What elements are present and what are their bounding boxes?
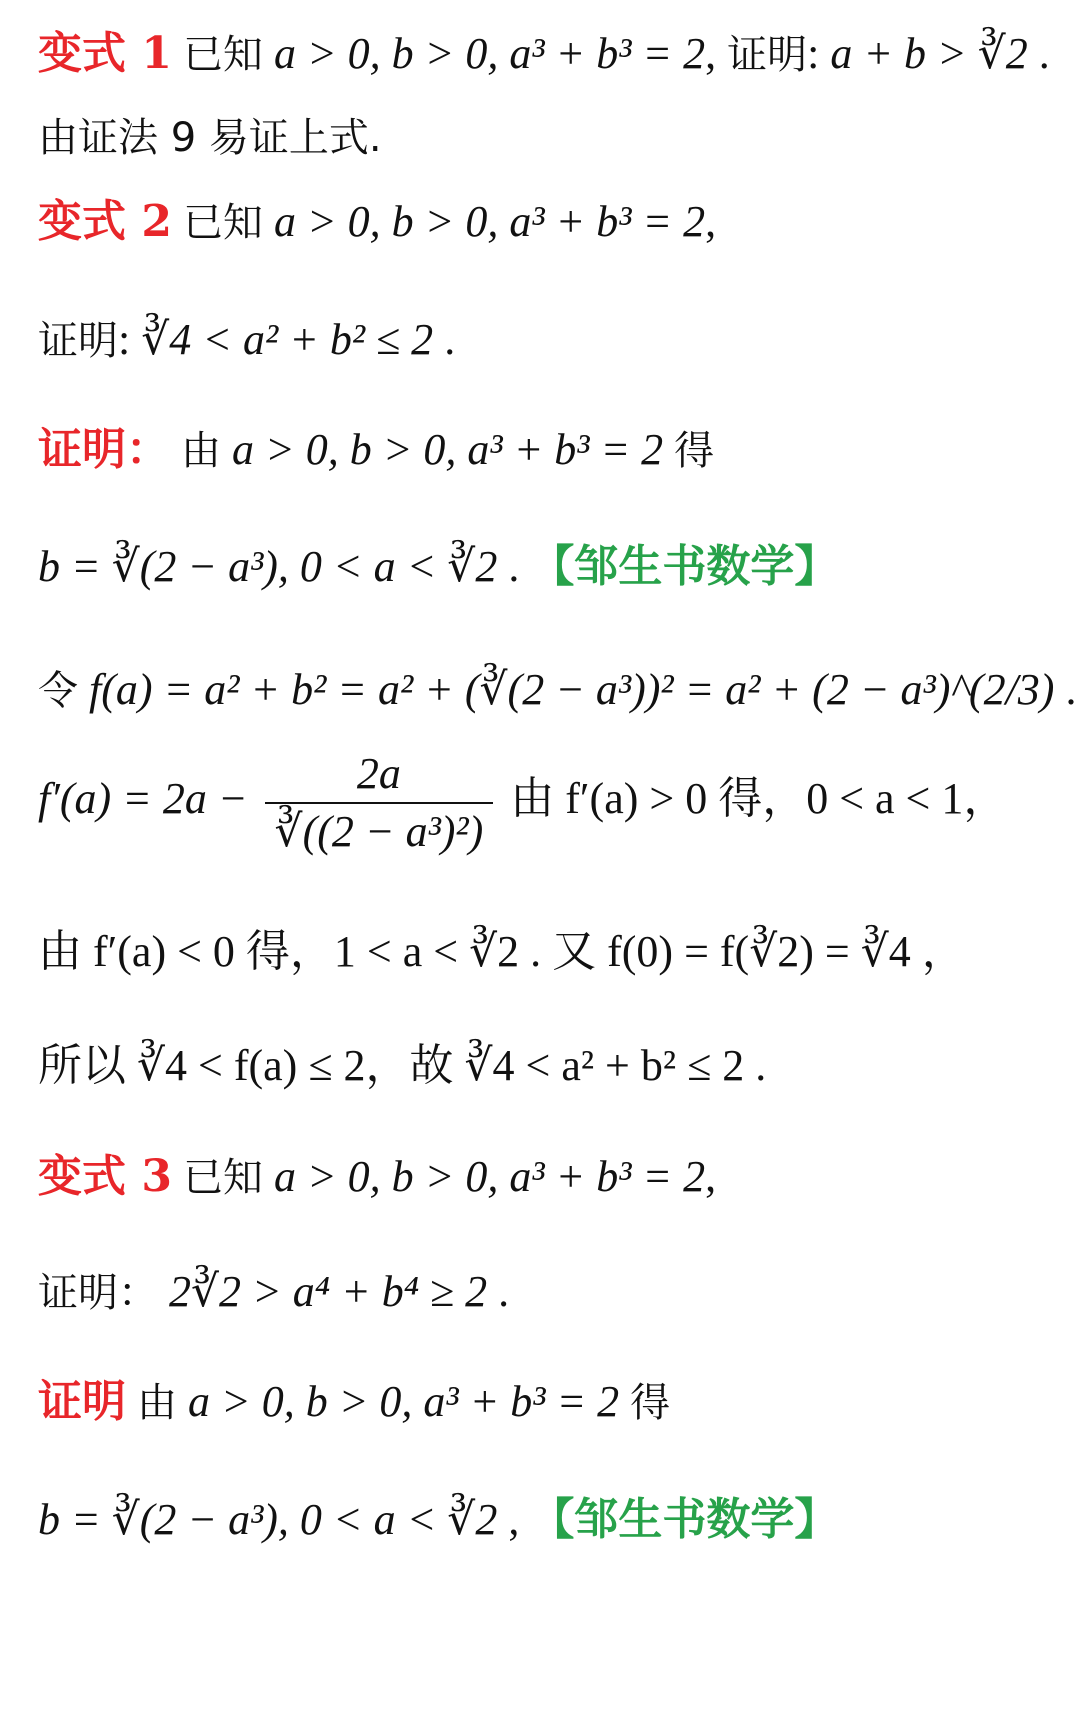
variant-2-condition: a > 0, b > 0, a³ + b³ = 2 [273,197,706,246]
proof-2-derivative-condition-2: 由 f′(a) < 0 得，1 < a < ∛2 . 又 f(0) = f(∛2) = ∛4 ， [38,927,966,976]
proof-2-intro-word: 由 [181,428,221,474]
proof-2-conclusion: 所以 ∛4 < f(a) ≤ 2，故 ∛4 < a² + b² ≤ 2 . [38,1041,767,1090]
proof-2-derivative-condition-1: 由 f′(a) > 0 得，0 < a < 1， [510,774,1008,824]
proof-3-b-expression: b = ∛(2 − a³), 0 < a < ∛2 [38,1495,498,1544]
variant-1-claim: a + b > ∛2 [830,29,1028,78]
proof-2-b-expression-line: b = ∛(2 − a³), 0 < a < ∛2 . 【邹生书数学】 [38,541,839,592]
variant-2-prefix: 已知 [182,200,263,246]
proof-3-intro-condition: a > 0, b > 0, a³ + b³ = 2 [188,1377,620,1426]
variant-1-note: 由证法 9 易证上式. [38,115,382,161]
variant-2-label: 变式 2 [38,196,172,247]
proof-2-derivative-lhs: f′(a) = 2a − [38,774,248,824]
variant-3-label: 变式 3 [38,1151,172,1202]
proof-2-intro-end: 得 [674,428,715,474]
variant-1-statement: 变式 1 已知 a > 0, b > 0, a³ + b³ = 2, 证明: a + b > ∛2 . [38,28,1050,79]
variant-3-statement: 变式 3 已知 a > 0, b > 0, a³ + b³ = 2, [38,1151,717,1202]
proof-2-intro-condition: a > 0, b > 0, a³ + b³ = 2 [232,425,664,474]
variant-1-condition: a > 0, b > 0, a³ + b³ = 2 [273,29,706,78]
proof-2-intro [38,424,715,475]
watermark-2: 【邹生书数学】 [530,1494,839,1545]
proof-2-let-word: 令 [38,668,78,714]
variant-3-claim-line: 证明： 2∛2 > a⁴ + b⁴ ≥ 2 . [38,1267,510,1316]
watermark-1: 【邹生书数学】 [530,541,839,592]
variant-1-label: 变式 1 [38,28,172,79]
proof-2-derivative-line [38,749,1008,856]
fraction-numerator: 2a [356,749,401,798]
proof-3-label: 证明 [38,1376,126,1427]
proof-3-intro-word: 由 [137,1380,177,1426]
variant-2-claim-line: 证明: ∛4 < a² + b² ≤ 2 . [38,315,456,364]
proof-2-label: 证明： [38,424,170,475]
proof-3-intro [38,1376,671,1427]
proof-2-f-definition: f(a) = a² + b² = a² + (∛(2 − a³))² = a² + (2 − a³)^(2/3) [89,665,1055,714]
variant-3-claim-word: 证明： [38,1270,158,1316]
proof-2-b-expression: b = ∛(2 − a³), 0 < a < ∛2 [38,542,498,591]
proof-2-derivative-fraction [265,749,494,856]
proof-3-b-expression-line: b = ∛(2 − a³), 0 < a < ∛2 , 【邹生书数学】 [38,1494,839,1545]
fraction-denominator: ∛((2 − a³)²) [265,802,494,854]
variant-1-prefix: 已知 [182,32,263,78]
variant-3-prefix: 已知 [182,1155,263,1201]
variant-3-condition: a > 0, b > 0, a³ + b³ = 2 [273,1152,706,1201]
variant-2-statement: 变式 2 已知 a > 0, b > 0, a³ + b³ = 2, [38,196,717,247]
variant-3-claim: 2∛2 > a⁴ + b⁴ ≥ 2 [169,1267,488,1316]
proof-3-intro-end: 得 [630,1380,671,1426]
variant-2-claim: ∛4 < a² + b² ≤ 2 [141,315,434,364]
proof-2-f-definition-line: 令 f(a) = a² + b² = a² + (∛(2 − a³))² = a² + (2 − a³)^(2/3) . [38,665,1077,714]
variant-1-claim-word: 证明 [727,32,808,78]
variant-2-claim-word: 证明 [38,318,118,364]
